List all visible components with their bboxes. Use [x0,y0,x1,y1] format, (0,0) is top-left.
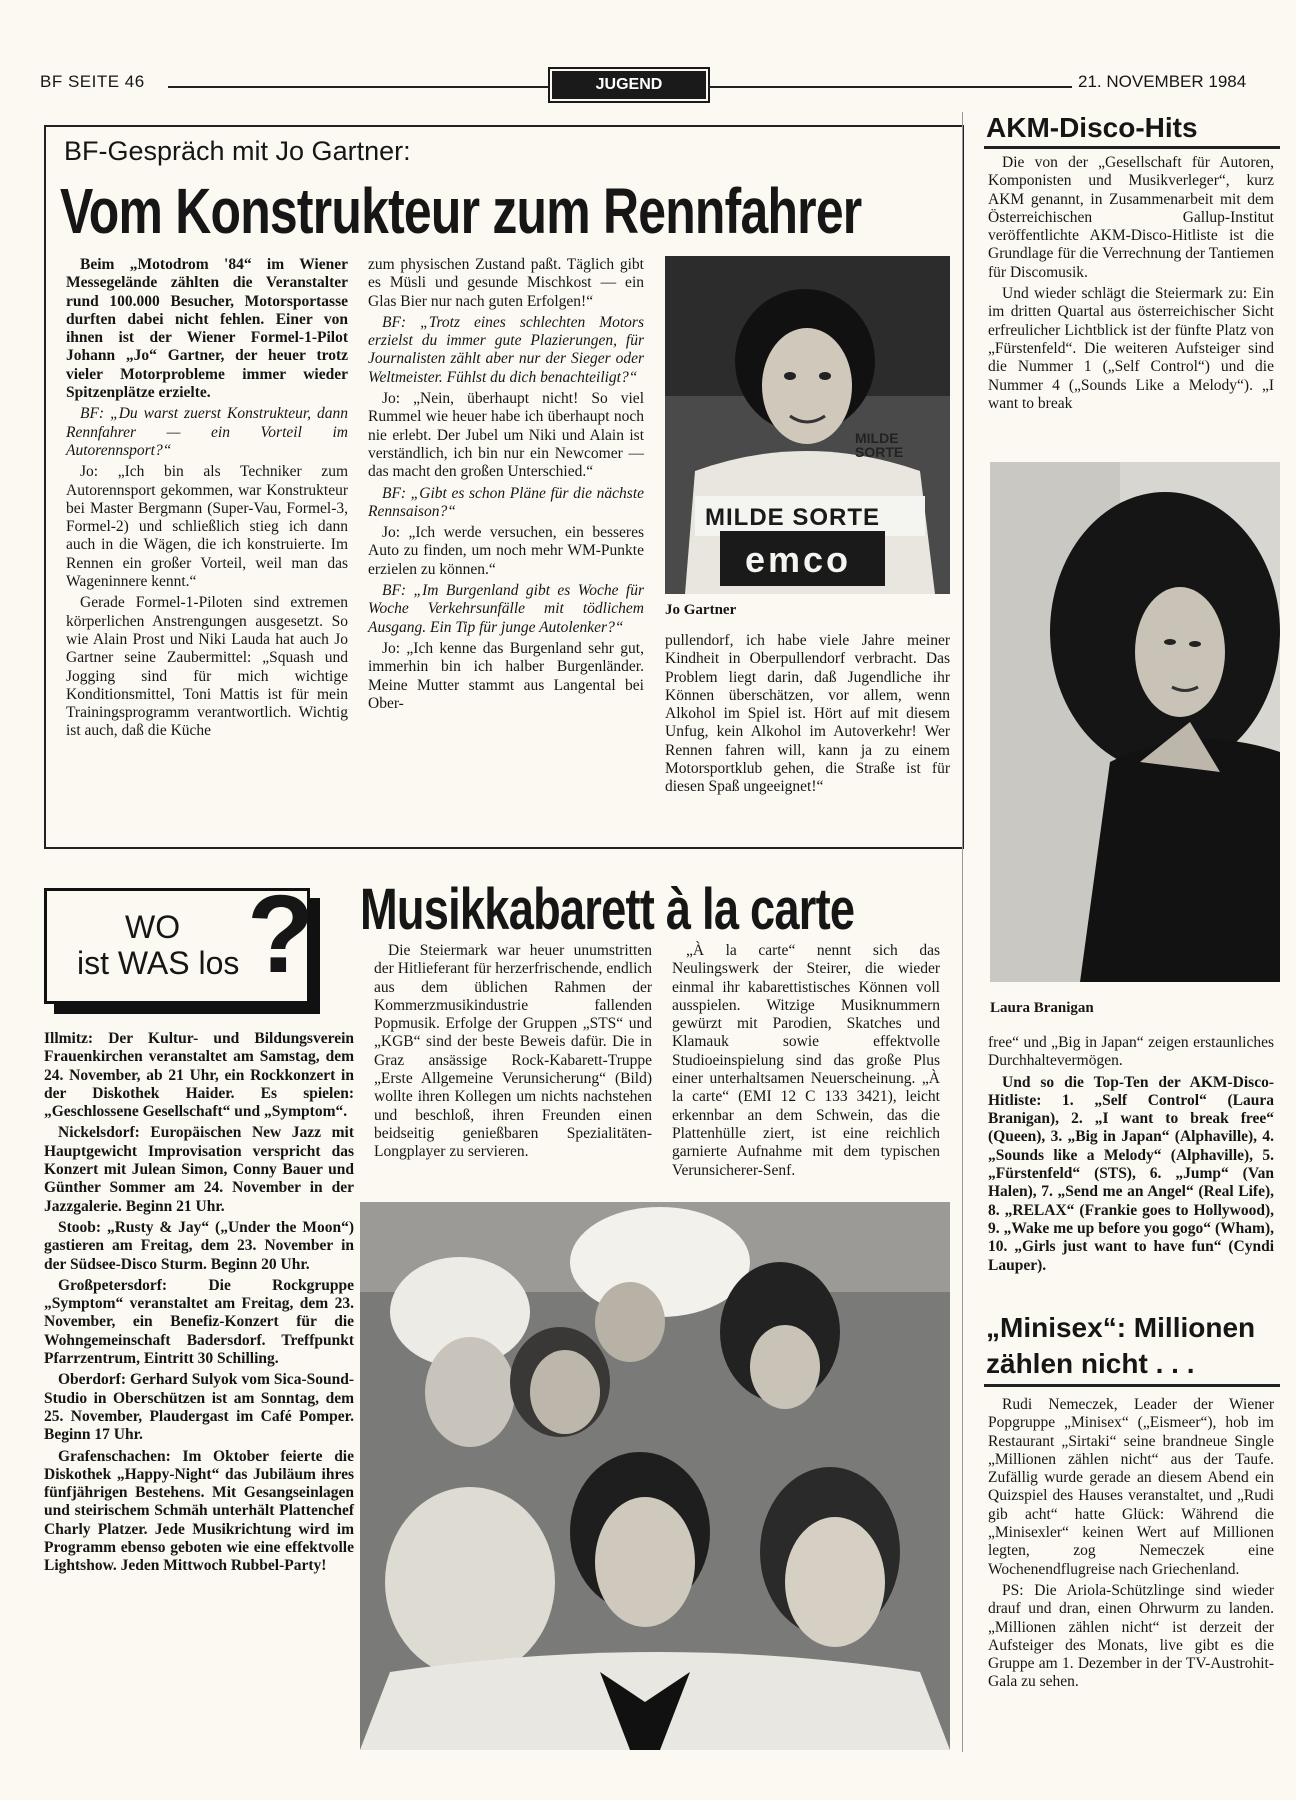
answer-1: Jo: „Ich bin als Techniker zum Autorennsport gekommen, war Konstrukteur bei Master Bergmann (Super-Vau, Formel-3, Formel-2) und schließlich stieg ich dann auch in die Wägen, die ich konstruierte. Im Rennen ein großer Vorteil, weil man das Wageninnere kennt.“ [66,463,348,591]
answer-3: Jo: „Ich werde versuchen, ein besseres Auto zu finden, um noch mehr WM-Punkte erzielen zu können.“ [368,524,644,578]
page-number: BF SEITE 46 [40,72,145,91]
minisex-title: „Minisex“: Millionen zählen nicht . . . [986,1312,1256,1379]
article-kicker: BF-Gespräch mit Jo Gartner: [64,136,411,166]
musik-paragraph-1: Die Steiermark war heuer unumstritten der Hitlieferant für herzerfrischende, endlich aus dem üblichen Rahmen der Kommerzmusikindustrie fallenden Popmusik. Erfolge der Gruppen „STS“ und „KGB“ sind der beste Beweis dafür. Die in Graz ansässige Rock-Kabarett-Truppe „Erste Allgemeine Verunsicherung“ (Bild) wollte ihren Kollegen um nichts nachstehen und beschloß, ihren Freunden einen beidseitig genießbaren Spezialitäten-Longplayer zu servieren. [374,942,652,1161]
question-4: BF: „Im Burgenland gibt es Woche für Woche Verkehrsunfälle mit tödlichem Ausgang. Ein Tip für junge Autolenker?“ [368,582,644,636]
akm-title: AKM-Disco-Hits [986,112,1198,143]
musik-column-2 [672,942,940,1183]
article-paragraph: Gerade Formel-1-Piloten sind extremen körperlichen Anstrengungen ausgesetzt. So wie Alain Prost und Niki Lauda hat auch Jo Gartner seine Zaubermittel: „Squash und Jogging sind für mich wichtige Konditionsmittel, Toni Mattis ist für mein Trainingsprogramm verantwortlich. Wichtig ist auch, daß die Küche [66,594,348,740]
suit-brand-text: emco [745,539,852,580]
wo-label: WO [125,909,181,945]
akm-top-ten: Und so die Top-Ten der AKM-Disco-Hitliste: 1. „Self Control“ (Laura Branigan), 2. „I want to break free“ (Queen), 3. „Big in Japan“ (Alphaville), 4. „Sounds like a Melody“ (Alphaville), 5. „Fürstenfeld“ (STS), 6. „Jump“ (Van Halen), 7. „Send me an Angel“ (Real Life), 8. „RELAX“ (Frankie goes to Hollywood), 9. „Wake me up before you gogo“ (Wham), 10. „Girls just want to have fun“ (Cyndi Lauper). [988,1073,1274,1274]
laura-branigan-photo [990,462,1280,982]
laura-branigan-caption: Laura Branigan [990,1000,1094,1016]
akm-paragraph-1: Die von der „Gesellschaft für Autoren, Komponisten und Musikverleger“, kurz AKM genannt, in Zusammenarbeit mit dem Österreichischen Gallup-Institut veröffentlichte AKM-Disco-Hitliste ist die Grundlage für die Verrechnung der Tantiemen für Discomusik. [988,154,1274,281]
event-nickelsdorf: Nickelsdorf: Europäischen New Jazz mit Hauptgewicht Improvisation verspricht das Konzert mit Julean Simon, Conny Bauer und Günther Sommer am 24. November in der Jazzgalerie. Beginn 21 Uhr. [44,1124,354,1215]
jo-gartner-caption: Jo Gartner [665,602,737,618]
column-rule [962,112,963,1752]
article-column-2 [368,256,644,716]
question-1: BF: „Du warst zuerst Konstrukteur, dann Rennfahrer — ein Vorteil im Autorennsport?“ [66,405,348,459]
suit-sponsor-text: MILDE SORTE [705,504,881,531]
minisex-text [988,1396,1274,1695]
minisex-title-rule [984,1384,1280,1387]
minisex-paragraph-1: Rudi Nemeczek, Leader der Wiener Popgruppe „Minisex“ („Eismeer“), hob im Restaurant „Sirtaki“ seine brandneue Single „Millionen zählen nicht“ aus der Taufe. Zufällig wurde gerade an diesem Abend ein Quizspiel des Hauses veranstaltet, und „Rudi gib acht“ hatte Glück: Während die „Minisexler“ keinen Wert auf Millionen legten, zog Nemeczek eine Wochenendflugreise nach Griechenland. [988,1396,1274,1578]
musik-title: Musikkabarett à la carte [360,877,855,942]
minisex-paragraph-2: PS: Die Ariola-Schützlinge sind wieder drauf und dran, einen Ohrwurm zu landen. „Millionen zählen nicht“ ist derzeit der Aufsteiger des Monats, live gibt es die Gruppe am 1. Dezember in der TV-Austrohit-Gala zu sehen. [988,1581,1274,1691]
header-rule-left [168,86,548,88]
question-3: BF: „Gibt es schon Pläne für die nächste Rennsaison?“ [368,484,644,520]
question-mark: ? [247,873,315,996]
article-conclusion: pullendorf, ich habe viele Jahre meiner Kindheit in Oberpullendorf verbracht. Das Problem liegt darin, daß Jugendliche ihr Können überschätzen, vor allem, wenn Alkohol im Spiel ist. Hört auf mit diesem Unfug, kein Alkohol im Autoverkehr! Wer Rennen fahren will, kann ja zu einem Motorsportklub gehen, die Straße ist für diesen Spaß ungeeignet!“ [665,632,950,796]
akm-paragraph-3: free“ und „Big in Japan“ zeigen erstaunliches Durchhaltevermögen. [988,1034,1274,1070]
akm-text-bottom [988,1034,1274,1278]
ist-was-los-label: ist WAS los [77,945,240,981]
portrait-illustration [990,462,1280,982]
answer-2: Jo: „Nein, überhaupt nicht! So viel Rummel wie heuer habe ich überhaupt noch nie erlebt. Der Jubel um Niki und Alain ist verständlich, ich bin nur ein Newcomer — das macht den großen Unterschied.“ [368,390,644,481]
article-column-3 [665,632,950,800]
event-grosspetersdorf: Großpetersdorf: Die Rockgruppe „Symptom“ veranstaltet am Freitag, dem 23. November, ein Benefiz-Konzert für die Wohngemeinschaft Badersdorf. Treffpunkt Pfarrzentrum, Eintritt 30 Schilling. [44,1276,354,1368]
article-title: Vom Konstrukteur zum Rennfahrer [60,175,862,247]
event-stoob: Stoob: „Rusty & Jay“ („Under the Moon“) gastieren am Freitag, dem 23. November in der Südsee-Disco Sturm. Beginn 20 Uhr. [44,1218,354,1273]
article-continuation: zum physischen Zustand paßt. Täglich gibt es Müsli und gesunde Mischkost — ein Glas Bier nur nach guten Erfolgen!“ [368,256,644,310]
akm-paragraph-2: Und wieder schlägt die Steiermark zu: Ein im dritten Quartal aus österreichischer Sicht erfreulicher Lichtblick ist der fünfte Platz von „Fürstenfeld“. Die weiteren Aufsteiger sind die Nummer 1 („Self Control“) und die Nummer 4 („Sounds Like a Melody“). „I want to break [988,285,1274,412]
akm-title-rule [984,146,1280,149]
event-illmitz: Illmitz: Der Kultur- und Bildungsverein Frauenkirchen veranstaltet am Samstag, dem 24. November, ab 21 Uhr, ein Rockkonzert in der Diskothek Haider. Es spielen: „Geschlossene Gesellschaft“ und „Symptom“. [44,1030,355,1121]
page-date: 21. NOVEMBER 1984 [1078,72,1247,91]
musik-paragraph-2: „À la carte“ nennt sich das Neulingswerk der Steirer, die wieder einmal ihr kabarettistisches Können voll ausspielen. Witzige Musiknummern gewürzt mit Parodien, Skatches und Klamauk sowie effektvolle Studioeinspielung sind das große Plus einer unterhaltsamen Neuerscheinung. „À la carte“ (EMI 12 C 133 3421), leicht erkennbar an dem Schwein, das die Plattenhülle ziert, ist eine reichlich garnierte Aufnahme mit dem typischen Verunsicherer-Senf. [672,942,940,1179]
kabarett-group-photo [360,1202,950,1750]
article-column-1 [66,256,348,744]
group-illustration [360,1202,950,1750]
answer-4: Jo: „Ich kenne das Burgenland sehr gut, immerhin bin ich halber Burgenländer. Meine Mutter stammt aus Langental bei Ober- [368,639,644,712]
wo-ist-was-los-box [44,873,315,1004]
akm-text-top [988,154,1274,416]
jo-gartner-photo [665,256,950,594]
header-rule-right [708,86,1072,88]
musik-column-1 [374,942,652,1165]
article-intro: Beim „Motodrom '84“ im Wiener Messegelände zählten die Veranstalter rund 100.000 Besucher, Motorsportasse durften dabei nicht fehlen. Einer von ihnen ist der Wiener Formel-1-Pilot Johann „Jo“ Gartner, der heuer trotz vieler Motorprobleme immer wieder Spitzenplätze erzielte. [66,256,348,402]
event-oberdorf: Oberdorf: Gerhard Sulyok vom Sica-Sound-Studio in Oberschützen ist am Sonntag, dem 25. November, Plaudergast im Café Pomper. Beginn 17 Uhr. [44,1371,354,1444]
events-list [44,1030,354,1579]
event-grafenschachen: Grafenschachen: Im Oktober feierte die Diskothek „Happy-Night“ das Jubiläum ihres fünfjährigen Bestehens. Mit Gesangseinlagen und steirischem Schmäh unterhält Plattenchef Charly Platzer. Jede Musikrichtung wird im Programm ebenso geboten wie eine effektvolle Lightshow. Jeden Mittwoch Rubbel-Party! [44,1447,354,1575]
suit-logo-text: MILDE SORTE [855,430,904,460]
section-label: JUGEND [552,71,706,99]
question-2: BF: „Trotz eines schlechten Motors erzielst du immer gute Plazierungen, für Journalisten zählt aber nur der Sieger oder Weltmeister. Fühlst du dich benachteiligt?“ [368,313,644,386]
